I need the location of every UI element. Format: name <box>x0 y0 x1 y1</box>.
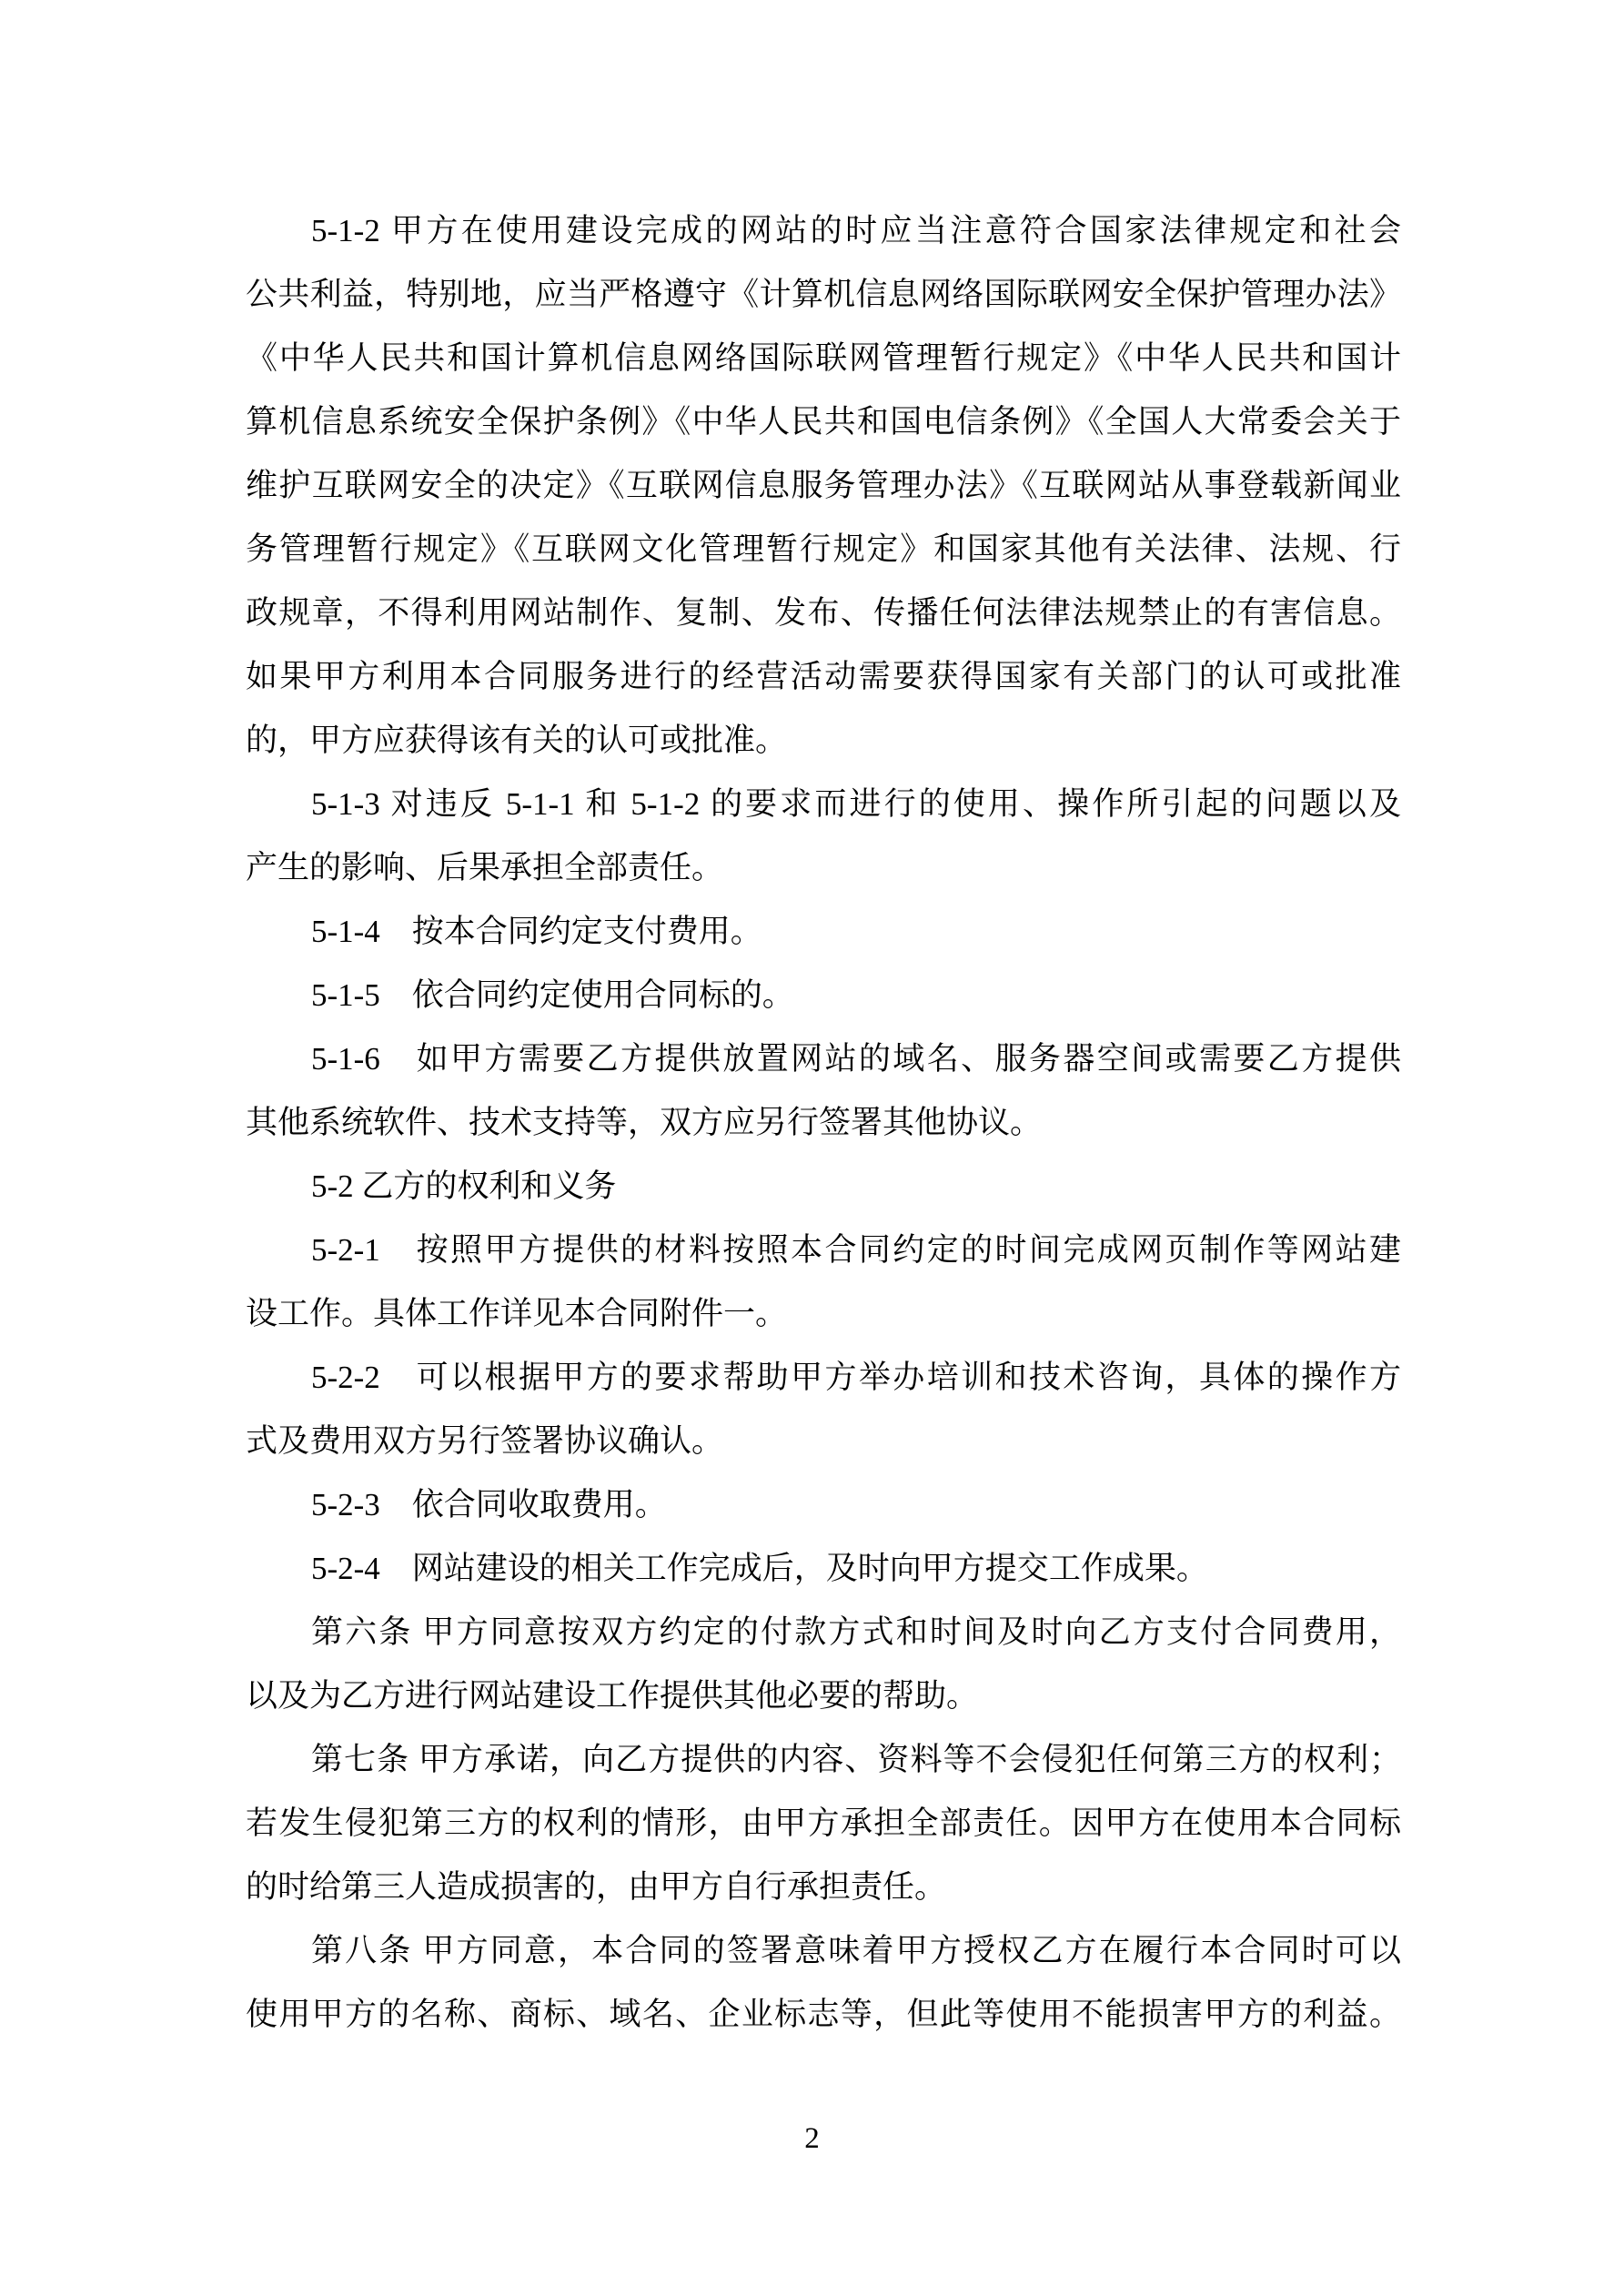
text-line: 第八条 甲方同意，本合同的签署意味着甲方授权乙方在履行本合同时可以 <box>311 1933 1401 1968</box>
text-line: 5-1-3 对违反 5-1-1 和 5-1-2 的要求而进行的使用、操作所引起的问题以及 <box>311 786 1401 822</box>
text-line: 5-2-1 按照甲方提供的材料按照本合同约定的时间完成网页制作等网站建 <box>311 1232 1401 1268</box>
text-line: 如果甲方利用本合同服务进行的经营活动需要获得国家有关部门的认可或批准 <box>246 659 1401 694</box>
text-line: 5-2-3 依合同收取费用。 <box>311 1487 667 1522</box>
text-line: 第六条 甲方同意按双方约定的付款方式和时间及时向乙方支付合同费用， <box>311 1614 1401 1650</box>
text-line: 使用甲方的名称、商标、域名、企业标志等，但此等使用不能损害甲方的利益。 <box>246 1997 1401 2032</box>
text-line: 5-1-2 甲方在使用建设完成的网站的时应当注意符合国家法律规定和社会 <box>311 213 1401 248</box>
text-line: 政规章，不得利用网站制作、复制、发布、传播任何法律法规禁止的有害信息。 <box>246 595 1401 631</box>
text-line: 第七条 甲方承诺，向乙方提供的内容、资料等不会侵犯任何第三方的权利； <box>311 1742 1401 1777</box>
text-line: 的时给第三人造成损害的，由甲方自行承担责任。 <box>246 1869 947 1905</box>
text-line: 《中华人民共和国计算机信息网络国际联网管理暂行规定》《中华人民共和国计 <box>246 340 1401 376</box>
contract-body <box>246 199 1401 2047</box>
text-line: 公共利益，特别地，应当严格遵守《计算机信息网络国际联网安全保护管理办法》 <box>246 277 1401 312</box>
text-line: 5-1-5 依合同约定使用合同标的。 <box>311 977 794 1013</box>
page-number: 2 <box>804 2122 820 2155</box>
text-line: 5-2-2 可以根据甲方的要求帮助甲方举办培训和技术咨询，具体的操作方 <box>311 1360 1401 1395</box>
text-line: 其他系统软件、技术支持等，双方应另行签署其他协议。 <box>246 1105 1043 1140</box>
text-line: 5-1-6 如甲方需要乙方提供放置网站的域名、服务器空间或需要乙方提供 <box>311 1041 1401 1077</box>
text-line: 设工作。具体工作详见本合同附件一。 <box>246 1296 788 1331</box>
text-line: 维护互联网安全的决定》《互联网信息服务管理办法》《互联网站从事登载新闻业 <box>246 468 1401 503</box>
text-line: 算机信息系统安全保护条例》《中华人民共和国电信条例》《全国人大常委会关于 <box>246 404 1401 440</box>
text-line: 式及费用双方另行签署协议确认。 <box>246 1423 724 1459</box>
text-line: 务管理暂行规定》《互联网文化管理暂行规定》和国家其他有关法律、法规、行 <box>246 531 1401 567</box>
text-line: 产生的影响、后果承担全部责任。 <box>246 850 724 885</box>
text-line: 5-2-4 网站建设的相关工作完成后，及时向甲方提交工作成果。 <box>311 1551 1208 1586</box>
text-line: 5-2 乙方的权利和义务 <box>311 1168 617 1204</box>
text-line: 若发生侵犯第三方的权利的情形，由甲方承担全部责任。因甲方在使用本合同标 <box>246 1805 1401 1841</box>
text-line: 的，甲方应获得该有关的认可或批准。 <box>246 723 788 758</box>
text-line: 5-1-4 按本合同约定支付费用。 <box>311 914 762 949</box>
text-line: 以及为乙方进行网站建设工作提供其他必要的帮助。 <box>246 1678 979 1714</box>
